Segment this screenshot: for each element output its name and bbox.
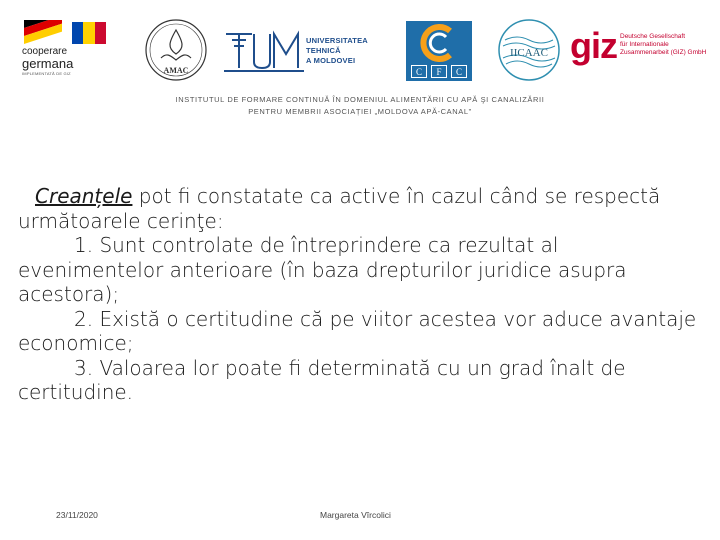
iicaac-logo (497, 18, 561, 80)
utm-logo (222, 18, 394, 80)
list-item-3: 3. Valoarea lor poate fi determinată cu un grad înalt de certitudine. (18, 355, 626, 404)
giz-logo (570, 18, 710, 80)
moldova-flag-icon (72, 22, 106, 44)
cooperare-germana-logo (20, 18, 112, 80)
cfc-letter-c2: C (451, 65, 467, 78)
institute-title-line1: INSTITUTUL DE FORMARE CONTINUĂ ÎN DOMENIUL ALIMENTĂRII CU APĂ ŞI CANALIZĂRII (175, 95, 545, 104)
footer-date: 23/11/2020 (56, 510, 98, 520)
cfc-letter-c: C (411, 65, 427, 78)
logo-bar (0, 0, 720, 90)
slide-body (18, 184, 698, 405)
utm-emblem-icon (222, 28, 306, 74)
list-item-1: 1. Sunt controlate de întreprindere ca rezultat al evenimentelor anterioare (în baza drepturilor juridice asupra acestora); (18, 233, 627, 306)
list-item-2: 2. Există o certitudine că pe viitor acestea vor aduce avantaje economice; (18, 306, 697, 355)
giz-wordmark: giz (570, 25, 617, 66)
amac-label: AMAC (163, 66, 189, 75)
cooperare-small-text: IMPLEMENTATĂ DE GIZ (22, 71, 71, 76)
intro-paragraph (18, 184, 698, 233)
cfc-logo (406, 21, 472, 81)
utm-name-text: UNIVERSITATEA TEHNICĂ A MOLDOVEI (306, 36, 368, 65)
footer-author: Margareta Vîrcolici (320, 510, 391, 520)
giz-full-name: Deutsche Gesellschaft für Internationale Zusammenarbeit (GIZ) GmbH (620, 33, 707, 56)
cooperare-germana-text: cooperare germana (22, 46, 74, 71)
german-flag-icon (24, 20, 62, 44)
amac-logo (141, 18, 211, 80)
institute-title-line2: PENTRU MEMBRII ASOCIAȚIEI „MOLDOVA APĂ-CANAL” (248, 107, 472, 116)
iicaac-label: IICAAC (510, 47, 548, 59)
intro-keyword: Creanțele (35, 184, 133, 208)
cfc-emblem-icon (406, 21, 472, 65)
intro-text: pot fi constatate ca active în cazul când se respectă următoarele cerinţe: (18, 184, 661, 233)
cfc-letter-f: F (431, 65, 447, 78)
